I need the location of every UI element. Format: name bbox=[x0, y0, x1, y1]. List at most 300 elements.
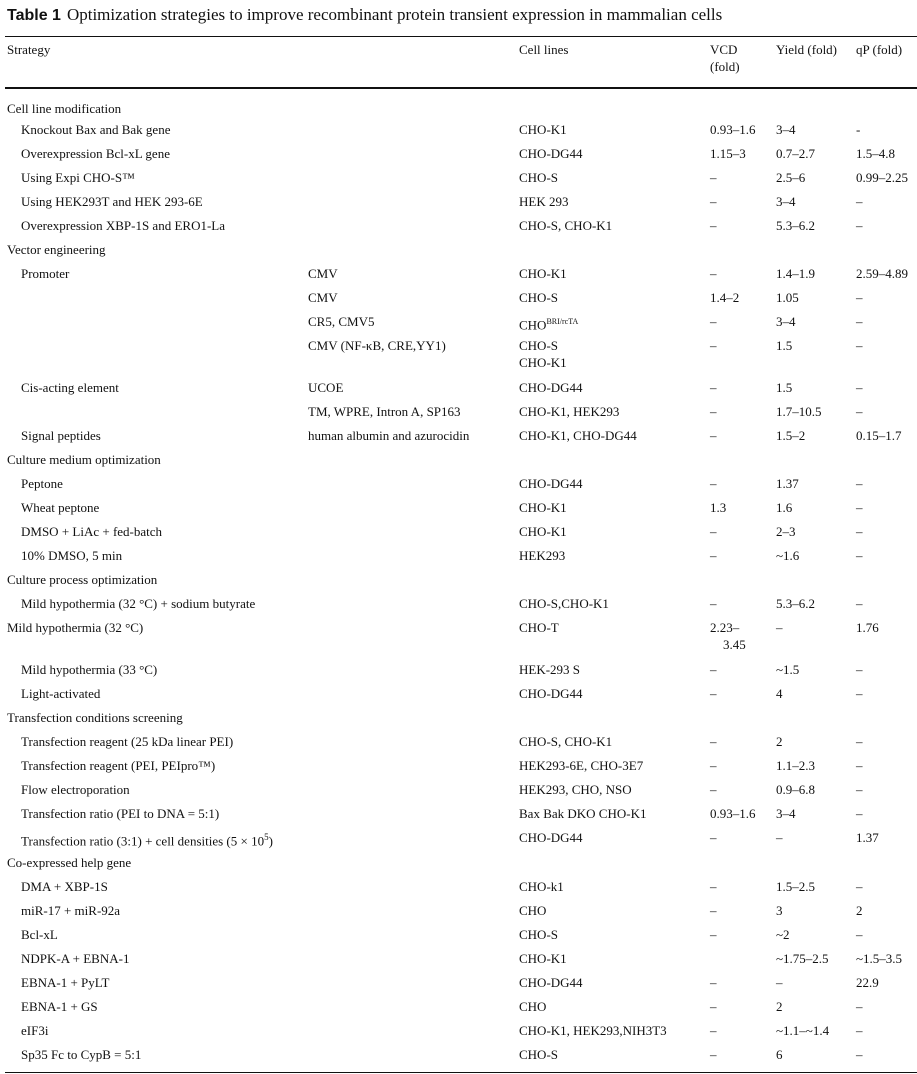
cell-qp-text: – bbox=[856, 500, 863, 516]
cell-lines-text-2: CHO-K1 bbox=[519, 355, 567, 371]
cell-yield-text: 1.5 bbox=[776, 338, 793, 354]
cell-qp bbox=[854, 657, 917, 681]
cell-lines-text: HEK293, CHO, NSO bbox=[519, 782, 632, 798]
table-row bbox=[5, 898, 917, 922]
cell-yield bbox=[774, 471, 854, 495]
table-row bbox=[5, 141, 917, 165]
cell-vcd bbox=[708, 681, 774, 705]
cell-lines-text: CHO-S bbox=[519, 1046, 559, 1062]
cell-qp bbox=[854, 801, 917, 825]
cell-vcd bbox=[708, 946, 774, 970]
cell-strategy bbox=[5, 591, 306, 615]
cell-sub-strategy-text: CMV bbox=[308, 290, 338, 305]
cell-qp-text: – bbox=[856, 194, 863, 209]
cell-qp bbox=[854, 141, 917, 165]
header-sub bbox=[306, 37, 517, 91]
cell-vcd-text: – bbox=[710, 686, 717, 702]
cell-lines-superscript: BRI/rcTA bbox=[546, 317, 579, 326]
cell-lines-text: CHO-DG44 bbox=[519, 476, 583, 492]
cell-sub-strategy bbox=[306, 495, 517, 519]
cell-vcd-text: – bbox=[710, 338, 717, 354]
cell-yield bbox=[774, 399, 854, 423]
cell-sub-strategy bbox=[306, 874, 517, 898]
cell-qp-text: 2.59–4.89 bbox=[856, 266, 908, 281]
cell-strategy bbox=[5, 471, 306, 495]
cell-strategy bbox=[5, 333, 306, 375]
cell-qp bbox=[854, 189, 917, 213]
section-title bbox=[5, 237, 917, 261]
table-row bbox=[5, 1018, 917, 1042]
cell-lines bbox=[517, 261, 708, 285]
cell-qp bbox=[854, 519, 917, 543]
cell-strategy bbox=[5, 729, 306, 753]
cell-qp bbox=[854, 970, 917, 994]
cell-sub-strategy bbox=[306, 543, 517, 567]
cell-lines bbox=[517, 519, 708, 543]
cell-sub-strategy bbox=[306, 189, 517, 213]
cell-strategy-text: eIF3i bbox=[21, 1022, 49, 1038]
section-title bbox=[5, 705, 917, 729]
cell-yield-text: 5.3–6.2 bbox=[776, 596, 815, 612]
cell-strategy bbox=[5, 519, 306, 543]
cell-lines bbox=[517, 543, 708, 567]
cell-vcd bbox=[708, 375, 774, 399]
strategy-tail: ) bbox=[268, 833, 273, 849]
cell-lines-text: HEK293 bbox=[519, 548, 566, 564]
cell-sub-strategy bbox=[306, 1018, 517, 1042]
cell-lines-text: CHO-K1, CHO-DG44 bbox=[519, 428, 637, 444]
cell-qp-text: 1.37 bbox=[856, 830, 879, 846]
cell-vcd-text: – bbox=[710, 428, 717, 444]
cell-yield bbox=[774, 141, 854, 165]
cell-qp-text: – bbox=[856, 290, 863, 305]
cell-sub-strategy bbox=[306, 261, 517, 285]
cell-vcd-text: – bbox=[710, 998, 717, 1014]
cell-vcd bbox=[708, 1042, 774, 1066]
cell-vcd bbox=[708, 333, 774, 375]
header-vcd-line2: (fold) bbox=[710, 59, 740, 74]
cell-strategy bbox=[5, 117, 306, 141]
cell-strategy-text: Using HEK293T and HEK 293-6E bbox=[21, 194, 203, 209]
table-row bbox=[5, 681, 917, 705]
table-row bbox=[5, 946, 917, 970]
cell-qp-text: – bbox=[856, 662, 863, 678]
cell-lines bbox=[517, 615, 708, 657]
cell-qp bbox=[854, 285, 917, 309]
header-qp: qP (fold) bbox=[856, 42, 903, 57]
section-title bbox=[5, 91, 917, 117]
cell-vcd bbox=[708, 117, 774, 141]
table-row bbox=[5, 261, 917, 285]
cell-lines bbox=[517, 753, 708, 777]
cell-qp bbox=[854, 994, 917, 1018]
table-row bbox=[5, 309, 917, 333]
table-label: Table 1 bbox=[7, 7, 61, 24]
cell-qp bbox=[854, 1042, 917, 1066]
cell-lines bbox=[517, 1018, 708, 1042]
cell-qp-text: – bbox=[856, 1046, 863, 1062]
cell-strategy-text: Promoter bbox=[21, 266, 70, 281]
section-title-text: Culture medium optimization bbox=[7, 452, 161, 468]
cell-strategy bbox=[5, 261, 306, 285]
cell-vcd bbox=[708, 471, 774, 495]
cell-qp-text: - bbox=[856, 122, 861, 137]
cell-vcd-text-2: 3.45 bbox=[723, 637, 746, 653]
cell-vcd-text: – bbox=[710, 266, 717, 281]
cell-yield-text: ~2 bbox=[776, 926, 790, 942]
cell-strategy-text: Overexpression XBP-1S and ERO1-La bbox=[21, 218, 225, 233]
cell-qp bbox=[854, 1018, 917, 1042]
cell-lines-text: CHO-S bbox=[519, 170, 559, 185]
cell-strategy bbox=[5, 165, 306, 189]
cell-yield-text: 1.5 bbox=[776, 380, 793, 396]
cell-vcd-text: – bbox=[710, 1046, 717, 1062]
cell-strategy bbox=[5, 681, 306, 705]
cell-vcd bbox=[708, 1018, 774, 1042]
cell-lines-text: CHO-K1 bbox=[519, 500, 567, 516]
cell-yield-text: 0.7–2.7 bbox=[776, 146, 815, 161]
cell-sub-strategy bbox=[306, 729, 517, 753]
table-row bbox=[5, 777, 917, 801]
cell-qp bbox=[854, 681, 917, 705]
cell-vcd-text: – bbox=[710, 926, 717, 942]
cell-yield bbox=[774, 519, 854, 543]
cell-lines-text: CHO-K1 bbox=[519, 266, 567, 281]
cell-vcd-text: 0.93–1.6 bbox=[710, 122, 756, 137]
header-vcd-line1: VCD bbox=[710, 42, 738, 57]
cell-lines-text: CHO-K1 bbox=[519, 950, 567, 966]
cell-lines bbox=[517, 874, 708, 898]
cell-yield bbox=[774, 922, 854, 946]
cell-vcd bbox=[708, 423, 774, 447]
cell-yield-text: 3–4 bbox=[776, 194, 796, 209]
cell-yield bbox=[774, 375, 854, 399]
section-title-text: Cell line modification bbox=[7, 101, 122, 116]
cell-yield bbox=[774, 657, 854, 681]
cell-qp bbox=[854, 213, 917, 237]
cell-qp bbox=[854, 117, 917, 141]
cell-sub-strategy bbox=[306, 777, 517, 801]
cell-strategy-text: Mild hypothermia (32 °C) bbox=[7, 620, 144, 636]
cell-yield-text: 6 bbox=[776, 1046, 783, 1062]
cell-vcd bbox=[708, 543, 774, 567]
cell-strategy-text: Mild hypothermia (32 °C) + sodium butyrate bbox=[21, 596, 256, 612]
cell-lines bbox=[517, 375, 708, 399]
section-title-text: Transfection conditions screening bbox=[7, 710, 183, 726]
cell-sub-strategy-text: TM, WPRE, Intron A, SP163 bbox=[308, 404, 461, 420]
table-row bbox=[5, 591, 917, 615]
cell-vcd bbox=[708, 309, 774, 333]
cell-vcd-text: – bbox=[710, 404, 717, 420]
cell-yield-text: 2–3 bbox=[776, 524, 796, 540]
cell-strategy-text: 10% DMSO, 5 min bbox=[21, 548, 123, 564]
section-title bbox=[5, 447, 917, 471]
cell-yield-text: 2 bbox=[776, 734, 783, 750]
cell-strategy bbox=[5, 141, 306, 165]
cell-vcd-text: – bbox=[710, 314, 717, 329]
cell-lines bbox=[517, 970, 708, 994]
section-title bbox=[5, 850, 917, 874]
cell-sub-strategy bbox=[306, 423, 517, 447]
cell-qp-text: – bbox=[856, 878, 863, 894]
cell-qp-text: – bbox=[856, 218, 863, 233]
cell-yield-text: 2 bbox=[776, 998, 783, 1014]
cell-sub-strategy bbox=[306, 970, 517, 994]
cell-qp bbox=[854, 874, 917, 898]
cell-strategy-text: Light-activated bbox=[21, 686, 101, 702]
cell-lines-text: HEK 293 bbox=[519, 194, 569, 209]
cell-lines bbox=[517, 729, 708, 753]
table-row bbox=[5, 825, 917, 849]
section-row bbox=[5, 850, 917, 874]
cell-lines bbox=[517, 777, 708, 801]
cell-vcd bbox=[708, 495, 774, 519]
cell-qp bbox=[854, 729, 917, 753]
cell-strategy bbox=[5, 922, 306, 946]
cell-lines bbox=[517, 825, 708, 849]
cell-qp bbox=[854, 777, 917, 801]
cell-sub-strategy bbox=[306, 285, 517, 309]
cell-vcd-text: 1.15–3 bbox=[710, 146, 746, 161]
cell-qp bbox=[854, 946, 917, 970]
table-row bbox=[5, 519, 917, 543]
cell-lines bbox=[517, 946, 708, 970]
cell-yield bbox=[774, 946, 854, 970]
cell-yield-text: 3 bbox=[776, 902, 783, 918]
cell-sub-strategy-text: CMV bbox=[308, 266, 338, 281]
cell-strategy-text: DMA + XBP-1S bbox=[21, 878, 108, 894]
cell-yield-text: ~1.6 bbox=[776, 548, 800, 564]
section-row bbox=[5, 91, 917, 117]
cell-strategy-text: Sp35 Fc to CypB = 5:1 bbox=[21, 1046, 142, 1062]
section-title-text: Co-expressed help gene bbox=[7, 854, 132, 870]
cell-vcd-text: – bbox=[710, 218, 717, 233]
cell-vcd-text: – bbox=[710, 1022, 717, 1038]
cell-vcd-text: – bbox=[710, 878, 717, 894]
cell-yield-text: ~1.1–~1.4 bbox=[776, 1022, 830, 1038]
section-title-text: Culture process optimization bbox=[7, 572, 158, 588]
cell-vcd bbox=[708, 213, 774, 237]
cell-qp-text: – bbox=[856, 380, 863, 396]
cell-lines bbox=[517, 495, 708, 519]
cell-vcd-text: – bbox=[710, 194, 717, 209]
cell-strategy-text: Transfection reagent (25 kDa linear PEI) bbox=[21, 734, 234, 750]
cell-yield bbox=[774, 681, 854, 705]
cell-sub-strategy bbox=[306, 898, 517, 922]
cell-qp bbox=[854, 615, 917, 657]
table-row bbox=[5, 1042, 917, 1066]
cell-lines bbox=[517, 657, 708, 681]
cell-sub-strategy bbox=[306, 1042, 517, 1066]
cell-qp-text: – bbox=[856, 596, 863, 612]
cell-yield bbox=[774, 874, 854, 898]
cell-sub-strategy bbox=[306, 399, 517, 423]
cell-vcd-text: – bbox=[710, 596, 717, 612]
cell-yield-text: 1.6 bbox=[776, 500, 793, 516]
table-title: Optimization strategies to improve recombinant protein transient expression in mammalian cells bbox=[66, 5, 723, 24]
cell-sub-strategy-text: human albumin and azurocidin bbox=[308, 428, 470, 444]
cell-strategy-text: Overexpression Bcl-xL gene bbox=[21, 146, 170, 161]
cell-sub-strategy bbox=[306, 657, 517, 681]
cell-sub-strategy bbox=[306, 825, 517, 849]
cell-strategy bbox=[5, 399, 306, 423]
cell-yield bbox=[774, 285, 854, 309]
cell-strategy bbox=[5, 970, 306, 994]
cell-sub-strategy bbox=[306, 994, 517, 1018]
table-row bbox=[5, 994, 917, 1018]
cell-yield-text: 4 bbox=[776, 686, 783, 702]
cell-yield bbox=[774, 615, 854, 657]
cell-vcd bbox=[708, 970, 774, 994]
cell-lines-text: CHO bbox=[519, 902, 547, 918]
cell-yield-text: 3–4 bbox=[776, 122, 796, 137]
cell-vcd bbox=[708, 801, 774, 825]
cell-vcd bbox=[708, 922, 774, 946]
cell-yield bbox=[774, 1018, 854, 1042]
cell-qp-text: 1.5–4.8 bbox=[856, 146, 895, 161]
cell-vcd-text: – bbox=[710, 758, 717, 774]
table-row bbox=[5, 970, 917, 994]
cell-vcd bbox=[708, 141, 774, 165]
cell-vcd-text: – bbox=[710, 782, 717, 798]
cell-qp bbox=[854, 375, 917, 399]
cell-qp-text: – bbox=[856, 1022, 863, 1038]
cell-sub-strategy bbox=[306, 591, 517, 615]
cell-lines-text: CHO-S bbox=[519, 926, 559, 942]
cell-lines-text: CHO-DG44 bbox=[519, 146, 583, 161]
cell-strategy-text: DMSO + LiAc + fed-batch bbox=[21, 524, 163, 540]
cell-yield-text: 0.9–6.8 bbox=[776, 782, 815, 798]
cell-qp bbox=[854, 543, 917, 567]
section-title-text: Vector engineering bbox=[7, 242, 106, 257]
cell-yield-text: 1.5–2.5 bbox=[776, 878, 815, 894]
cell-sub-strategy bbox=[306, 681, 517, 705]
cell-vcd bbox=[708, 285, 774, 309]
table-header bbox=[5, 37, 917, 91]
cell-strategy bbox=[5, 495, 306, 519]
cell-vcd-text: – bbox=[710, 524, 717, 540]
cell-sub-strategy bbox=[306, 141, 517, 165]
cell-lines bbox=[517, 922, 708, 946]
cell-yield-text: ~1.75–2.5 bbox=[776, 950, 829, 966]
cell-qp-text: – bbox=[856, 926, 863, 942]
data-table bbox=[5, 37, 917, 1066]
cell-lines-text: CHO-K1, HEK293 bbox=[519, 404, 620, 420]
cell-vcd bbox=[708, 994, 774, 1018]
cell-sub-strategy bbox=[306, 117, 517, 141]
table-row bbox=[5, 471, 917, 495]
cell-vcd bbox=[708, 261, 774, 285]
cell-yield bbox=[774, 495, 854, 519]
cell-yield-text: 1.37 bbox=[776, 476, 799, 492]
bottom-rule bbox=[5, 1072, 917, 1073]
cell-strategy-text: Mild hypothermia (33 °C) bbox=[21, 662, 158, 678]
cell-sub-strategy bbox=[306, 165, 517, 189]
cell-strategy-text: EBNA-1 + PyLT bbox=[21, 974, 110, 990]
table-row bbox=[5, 333, 917, 375]
cell-lines-text: Bax Bak DKO CHO-K1 bbox=[519, 806, 647, 822]
cell-strategy bbox=[5, 994, 306, 1018]
cell-yield bbox=[774, 543, 854, 567]
cell-strategy bbox=[5, 753, 306, 777]
header-vcd bbox=[708, 37, 774, 91]
cell-strategy bbox=[5, 1042, 306, 1066]
cell-yield-text: 1.05 bbox=[776, 290, 799, 305]
cell-qp bbox=[854, 922, 917, 946]
table-row bbox=[5, 189, 917, 213]
cell-strategy bbox=[5, 543, 306, 567]
cell-vcd-text: – bbox=[710, 662, 717, 678]
cell-lines bbox=[517, 141, 708, 165]
cell-strategy bbox=[5, 1018, 306, 1042]
cell-vcd bbox=[708, 729, 774, 753]
cell-strategy-text: Transfection ratio (PEI to DNA = 5:1) bbox=[21, 806, 220, 822]
cell-lines-text: CHO-S bbox=[519, 338, 559, 354]
cell-yield-text: – bbox=[776, 974, 783, 990]
cell-yield bbox=[774, 213, 854, 237]
cell-yield-text: ~1.5 bbox=[776, 662, 800, 678]
cell-sub-strategy bbox=[306, 309, 517, 333]
cell-yield bbox=[774, 333, 854, 375]
cell-lines-text: CHO-k1 bbox=[519, 878, 564, 894]
cell-lines bbox=[517, 591, 708, 615]
section-title bbox=[5, 567, 917, 591]
cell-lines-text: CHO-K1 bbox=[519, 524, 567, 540]
table-row bbox=[5, 753, 917, 777]
cell-vcd-text: – bbox=[710, 548, 717, 564]
cell-yield bbox=[774, 994, 854, 1018]
cell-qp-text: 0.99–2.25 bbox=[856, 170, 908, 185]
cell-qp bbox=[854, 471, 917, 495]
cell-qp-text: – bbox=[856, 998, 863, 1014]
section-row bbox=[5, 567, 917, 591]
table-row bbox=[5, 213, 917, 237]
cell-qp bbox=[854, 399, 917, 423]
cell-sub-strategy bbox=[306, 375, 517, 399]
cell-vcd-text: – bbox=[710, 734, 717, 750]
cell-sub-strategy bbox=[306, 946, 517, 970]
strategy-superscript: 5 bbox=[264, 832, 269, 843]
cell-strategy bbox=[5, 874, 306, 898]
cell-lines bbox=[517, 471, 708, 495]
cell-strategy-text: Cis-acting element bbox=[21, 380, 119, 396]
cell-yield-text: 3–4 bbox=[776, 314, 796, 329]
cell-sub-strategy bbox=[306, 801, 517, 825]
table-row bbox=[5, 399, 917, 423]
cell-lines-text: CHO bbox=[519, 317, 547, 333]
cell-yield bbox=[774, 825, 854, 849]
cell-sub-strategy-text: CMV (NF-κB, CRE,YY1) bbox=[308, 338, 446, 354]
cell-yield-text: 1.1–2.3 bbox=[776, 758, 815, 774]
cell-strategy-text: Using Expi CHO-S™ bbox=[21, 170, 135, 185]
table-row bbox=[5, 117, 917, 141]
header-cell-lines: Cell lines bbox=[519, 42, 569, 57]
cell-yield bbox=[774, 801, 854, 825]
table-caption bbox=[7, 5, 722, 25]
cell-lines bbox=[517, 213, 708, 237]
cell-yield-text: 1.4–1.9 bbox=[776, 266, 815, 281]
cell-qp bbox=[854, 898, 917, 922]
cell-lines-text: CHO-S, CHO-K1 bbox=[519, 734, 613, 750]
table-body bbox=[5, 91, 917, 1066]
cell-qp bbox=[854, 825, 917, 849]
table-row bbox=[5, 543, 917, 567]
cell-strategy-text: Transfection ratio (3:1) + cell densities (5 × 10 bbox=[21, 833, 265, 849]
cell-strategy-text: Bcl-xL bbox=[21, 926, 58, 942]
table-row bbox=[5, 874, 917, 898]
cell-vcd-text: – bbox=[710, 830, 717, 846]
cell-vcd bbox=[708, 615, 774, 657]
